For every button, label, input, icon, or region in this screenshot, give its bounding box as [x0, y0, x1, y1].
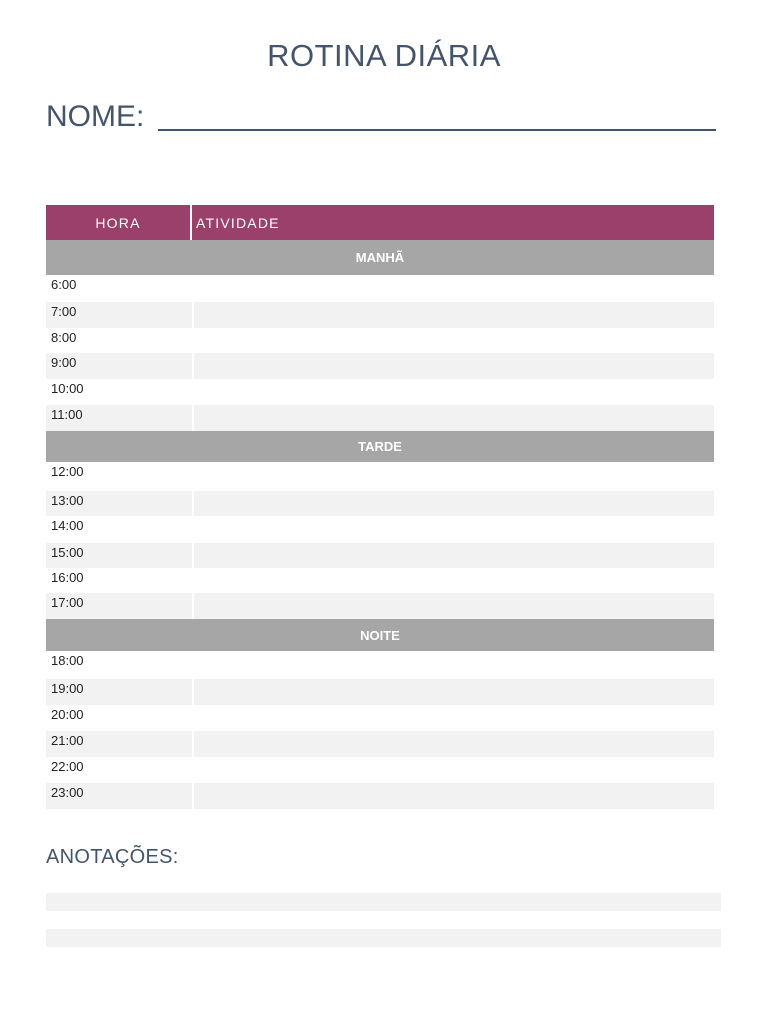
activity-cell[interactable] [194, 275, 714, 302]
activity-cell[interactable] [194, 593, 714, 619]
table-row [46, 783, 714, 809]
activity-cell[interactable] [194, 651, 714, 679]
time-cell: 15:00 [46, 543, 192, 568]
name-field[interactable] [46, 100, 716, 134]
time-cell: 8:00 [51, 330, 77, 345]
activity-cell[interactable] [194, 568, 714, 593]
time-cell: 14:00 [51, 518, 84, 533]
time-cell: 9:00 [46, 353, 192, 379]
time-cell: 12:00 [51, 464, 84, 479]
time-cell: 6:00 [51, 277, 77, 292]
time-cell: 17:00 [46, 593, 192, 619]
note-line[interactable] [46, 893, 721, 911]
table-row [46, 516, 714, 543]
schedule-table [46, 205, 714, 809]
time-cell: 7:00 [46, 302, 192, 328]
page-title: ROTINA DIÁRIA [267, 38, 501, 73]
time-cell: 23:00 [46, 783, 192, 809]
activity-cell[interactable] [194, 302, 714, 328]
table-row [46, 757, 714, 783]
table-row [46, 328, 714, 353]
activity-cell[interactable] [194, 353, 714, 379]
table-row [46, 405, 714, 431]
table-row [46, 593, 714, 619]
time-cell: 19:00 [46, 679, 192, 705]
activity-cell[interactable] [194, 731, 714, 757]
time-cell: 22:00 [51, 759, 84, 774]
time-cell: 18:00 [51, 653, 84, 668]
note-line[interactable] [46, 929, 721, 947]
activity-cell[interactable] [194, 491, 714, 516]
table-row [46, 275, 714, 302]
activity-cell[interactable] [194, 405, 714, 431]
table-row [46, 705, 714, 731]
section-tarde: TARDE [46, 431, 714, 462]
table-row [46, 568, 714, 593]
table-row [46, 353, 714, 379]
activity-cell[interactable] [194, 757, 714, 783]
activity-cell[interactable] [194, 783, 714, 809]
activity-cell[interactable] [194, 705, 714, 731]
table-row [46, 679, 714, 705]
activity-cell[interactable] [194, 328, 714, 353]
section-noite: NOITE [46, 619, 714, 651]
name-label: NOME: [46, 100, 145, 133]
activity-cell[interactable] [194, 379, 714, 405]
table-row [46, 302, 714, 328]
name-underline[interactable] [158, 128, 716, 131]
activity-cell[interactable] [194, 543, 714, 568]
table-row [46, 379, 714, 405]
time-cell: 13:00 [46, 491, 192, 516]
time-cell: 20:00 [51, 707, 84, 722]
time-cell: 21:00 [46, 731, 192, 757]
table-header [46, 205, 714, 240]
activity-cell[interactable] [194, 516, 714, 543]
table-row [46, 731, 714, 757]
table-row [46, 651, 714, 679]
table-row [46, 543, 714, 568]
header-atividade: ATIVIDADE [196, 214, 280, 231]
table-row [46, 462, 714, 491]
section-manha: MANHÃ [46, 240, 714, 275]
activity-cell[interactable] [194, 462, 714, 491]
table-row [46, 491, 714, 516]
header-hora: HORA [46, 205, 192, 240]
time-cell: 16:00 [51, 570, 84, 585]
notes-label: ANOTAÇÕES: [46, 846, 179, 868]
time-cell: 11:00 [46, 405, 192, 431]
time-cell: 10:00 [51, 381, 84, 396]
activity-cell[interactable] [194, 679, 714, 705]
